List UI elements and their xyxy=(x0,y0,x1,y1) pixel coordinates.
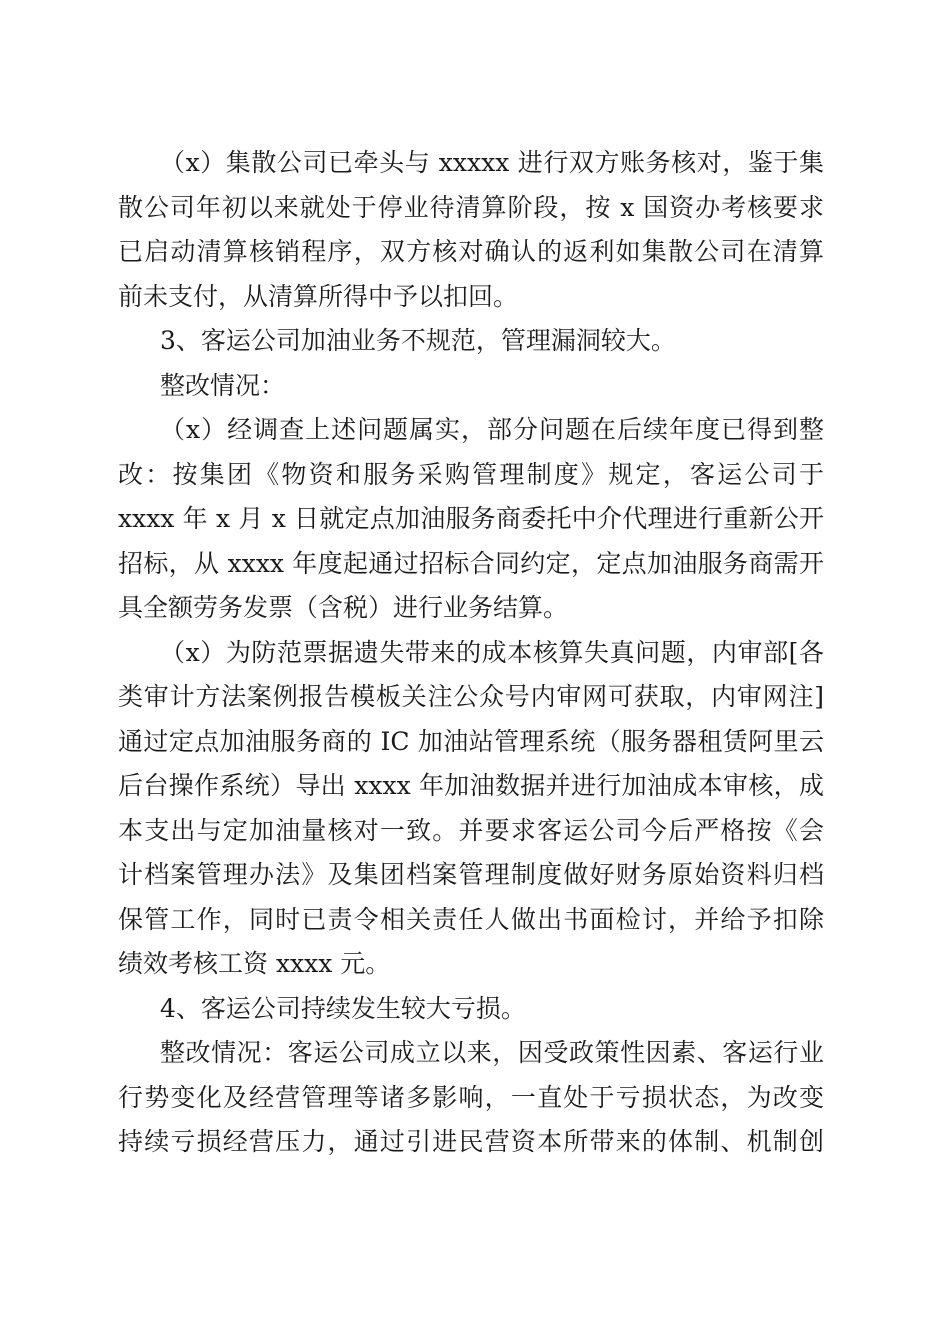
text-line: 招标，从 xxxx 年度起通过招标合同约定，定点加油服务商需开 xyxy=(118,548,824,578)
text-line: xxxx 年 x 月 x 日就定点加油服务商委托中介代理进行重新公开 xyxy=(118,504,824,533)
text-line: 通过定点加油服务商的 IC 加油站管理系统（服务器租赁阿里云 xyxy=(118,726,824,756)
text-line: （x）为防范票据遗失带来的成本核算失真问题，内审部[各 xyxy=(160,637,824,667)
text-line: 保管工作，同时已责令相关责任人做出书面检讨，并给予扣除 xyxy=(118,904,824,934)
text-line: 4、客运公司持续发生较大亏损。 xyxy=(160,993,526,1023)
text-line: 整改情况：客运公司成立以来，因受政策性因素、客运行业 xyxy=(160,1038,824,1067)
text-line: 计档案管理办法》及集团档案管理制度做好财务原始资料归档 xyxy=(118,860,824,889)
text-line: 本支出与定加油量核对一致。并要求客运公司今后严格按《会 xyxy=(118,815,824,845)
text-line: 已启动清算核销程序，双方核对确认的返利如集散公司在清算 xyxy=(118,237,824,266)
text-line: 3、客运公司加油业务不规范，管理漏洞较大。 xyxy=(160,326,676,355)
text-line: 具全额劳务发票（含税）进行业务结算。 xyxy=(118,593,569,622)
text-line: 后台操作系统）导出 xxxx 年加油数据并进行加油成本审核，成 xyxy=(118,771,824,800)
text-line: 持续亏损经营压力，通过引进民营资本所带来的体制、机制创 xyxy=(118,1127,824,1156)
text-line: （x）集散公司已牵头与 xxxxx 进行双方账务核对，鉴于集 xyxy=(160,148,824,177)
document-body xyxy=(118,141,824,1165)
text-line: 前未支付，从清算所得中予以扣回。 xyxy=(118,281,519,311)
text-line: 散公司年初以来就处于停业待清算阶段，按 x 国资办考核要求 xyxy=(118,192,824,222)
text-line: 改：按集团《物资和服务采购管理制度》规定，客运公司于 xyxy=(118,459,824,489)
text-line: 绩效考核工资 xxxx 元。 xyxy=(118,949,391,978)
text-line: 类审计方法案例报告模板关注公众号内审网可获取，内审网注] xyxy=(118,682,824,711)
text-line: 行势变化及经营管理等诸多影响，一直处于亏损状态，为改变 xyxy=(118,1082,824,1112)
text-line: 整改情况： xyxy=(160,370,286,400)
text-line: （x）经调查上述问题属实，部分问题在后续年度已得到整 xyxy=(160,415,824,444)
